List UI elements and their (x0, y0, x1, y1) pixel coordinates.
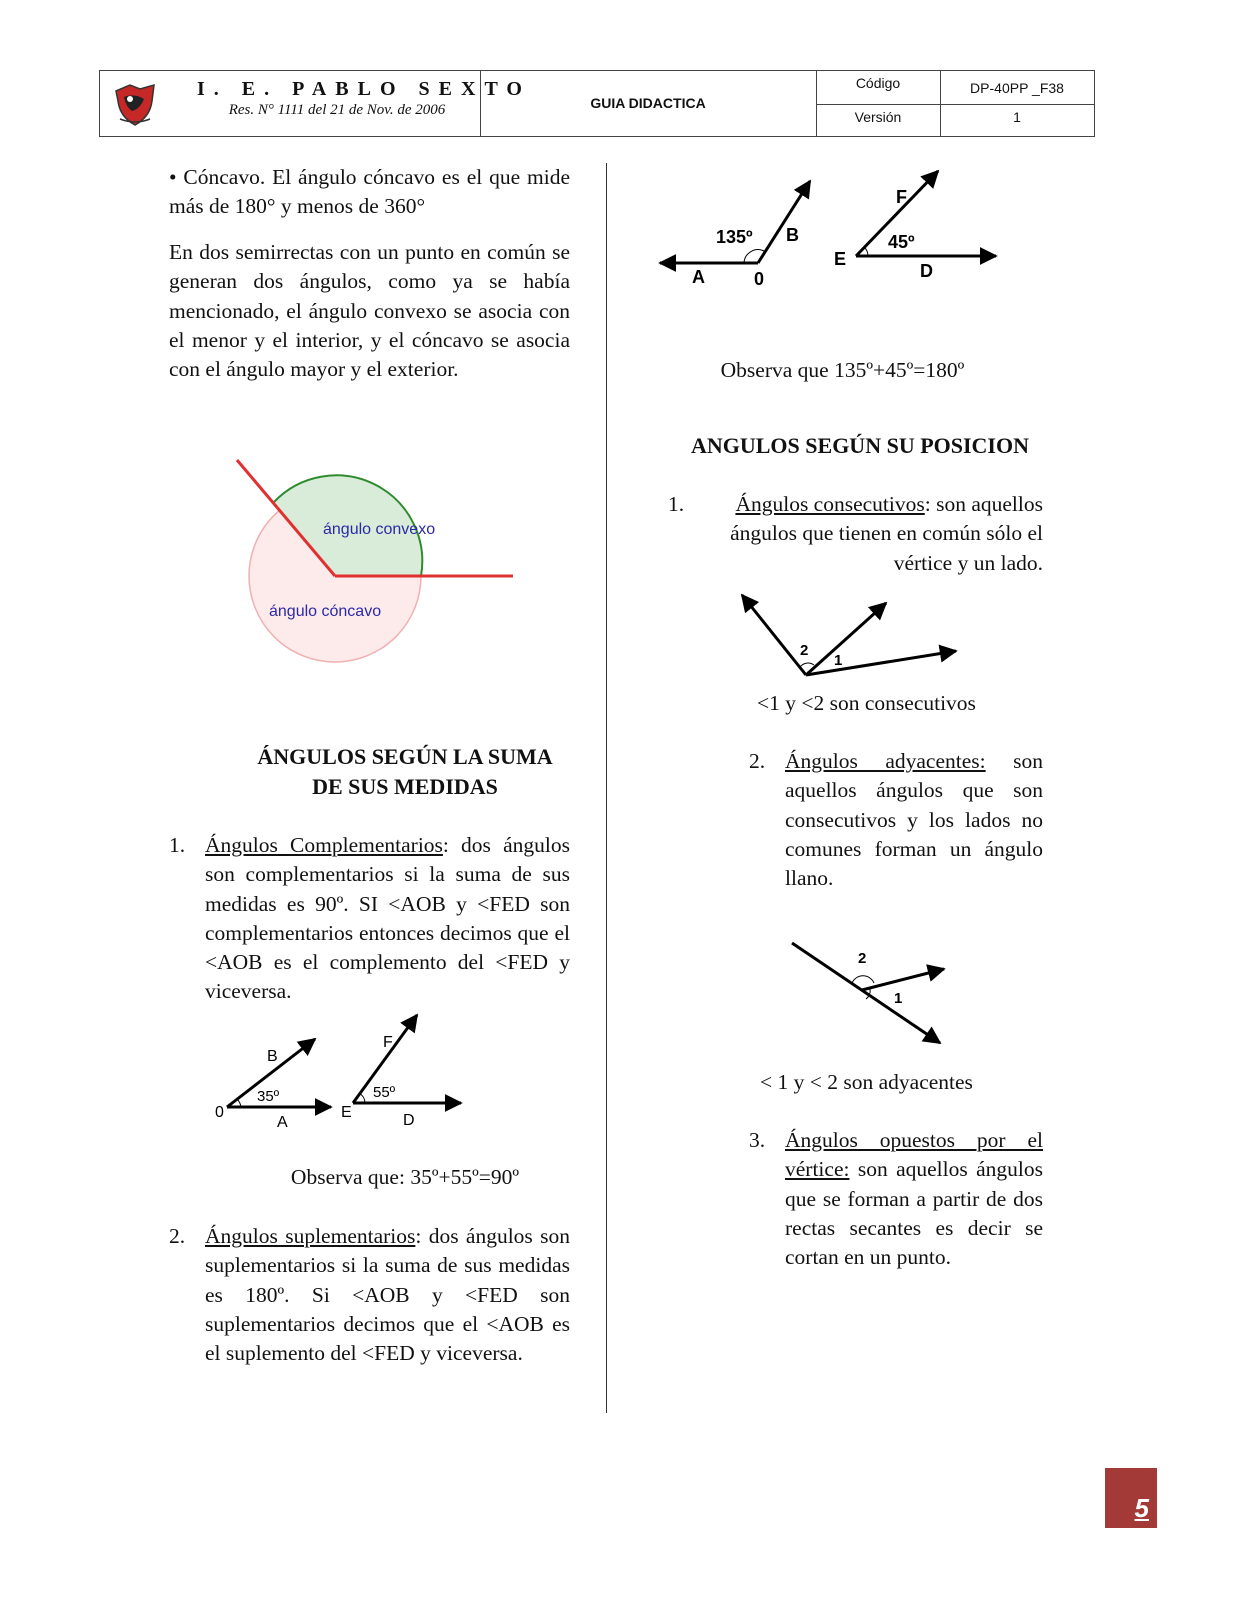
semirrectas-paragraph: En dos semirrectas con un punto en común se generan dos ángulos, como ya se había mencionado, el ángulo convexo se asocia con el menor y el interior, y el cóncavo se asocia con el ángulo mayor y el exterior. (169, 240, 570, 382)
adjacent-caption: < 1 y < 2 son adyacentes (760, 1070, 973, 1094)
suplementarios-paragraph (205, 1222, 570, 1368)
consecutivos-text: : son aquellos ángulos que tienen en común sólo el vértice y un lado. (730, 492, 1043, 575)
angle-45: 45º (888, 232, 915, 252)
version-label: Versión (854, 109, 902, 125)
label-f: F (383, 1034, 393, 1051)
label-o: 0 (754, 269, 765, 289)
item-number: 2. (749, 749, 766, 773)
complementarios-text: : dos ángulos son complementarios si la suma de sus medidas es 90º. SI <AOB y <FED son complementarios entonces decimos que el <AOB es el complemento del <FED y viceversa. (205, 833, 570, 1004)
opuestos-term: Ángulos opuestos por el vértice: (785, 1128, 1043, 1182)
concavo-label: ángulo cóncavo (269, 603, 382, 620)
angle-135: 135º (716, 227, 753, 247)
label-e: E (834, 249, 847, 269)
page-number: 5 (1134, 1493, 1149, 1523)
adyacentes-paragraph (785, 747, 1043, 893)
consecutivos-term: Ángulos consecutivos (735, 492, 925, 516)
label-f: F (896, 187, 907, 207)
complementarios-term: Ángulos Complementarios (205, 833, 443, 857)
complementary-angles-figure (205, 1005, 475, 1135)
institution-name: I. E. PABLO SEXTO (197, 78, 531, 100)
label-d: D (403, 1112, 415, 1129)
opuestos-paragraph (785, 1126, 1043, 1272)
supplementary-caption: Observa que 135º+45º=180º (720, 358, 965, 382)
label-b: B (786, 225, 799, 245)
heading-posicion: ANGULOS SEGÚN SU POSICION (690, 433, 1029, 458)
item-number: 2. (169, 1224, 186, 1248)
supplementary-angles-figure (650, 165, 1010, 295)
adyacentes-text: son aquellos ángulos que son consecutivos y los lados no comunes forman un ángulo llano. (785, 749, 1043, 891)
adjacent-angles-figure (780, 935, 960, 1055)
opuestos-text: son aquellos ángulos que se forman a partir de dos rectas secantes es decir se cortan en un punto. (785, 1157, 1043, 1270)
resolution-line: Res. N° 1111 del 21 de Nov. de 2006 (228, 102, 446, 118)
concavo-paragraph: • Cóncavo. El ángulo cóncavo es el que mide más de 180° y menos de 360° (169, 165, 570, 219)
angle-35: 35º (257, 1088, 280, 1105)
label-d: D (920, 261, 933, 281)
document-header (99, 70, 1095, 137)
item-number: 1. (169, 833, 186, 857)
label-2: 2 (800, 642, 809, 659)
label-e: E (341, 1104, 352, 1121)
angle-55: 55º (373, 1084, 396, 1101)
item-number: 3. (749, 1128, 766, 1152)
complementarios-paragraph (205, 831, 570, 1007)
codigo-label: Código (855, 75, 901, 91)
item-number: 1. (668, 492, 685, 516)
suplementarios-text: : dos ángulos son suplementarios si la suma de sus medidas es 180º. Si <AOB y <FED son suplementarios decimos que el <AOB es el suplemento del <FED y viceversa. (205, 1224, 570, 1366)
document-type: GUIA DIDACTICA (590, 95, 706, 111)
convex-concave-figure (225, 450, 525, 670)
page-number-badge (1105, 1468, 1157, 1528)
adyacentes-term: Ángulos adyacentes: (785, 749, 986, 773)
label-a: A (692, 267, 705, 287)
complementary-caption: Observa que: 35º+55º=90º (290, 1165, 520, 1189)
convexo-label: ángulo convexo (323, 521, 436, 538)
consecutive-angles-figure (730, 585, 970, 685)
version-value: 1 (1013, 109, 1021, 125)
label-o: 0 (215, 1104, 224, 1121)
heading-suma-line1: ÁNGULOS SEGÚN LA SUMA (257, 744, 553, 769)
codigo-value: DP-40PP _F38 (970, 80, 1064, 96)
consecutivos-paragraph (698, 490, 1043, 578)
label-a: A (277, 1114, 288, 1131)
label-1: 1 (834, 652, 843, 669)
suplementarios-term: Ángulos suplementarios (205, 1224, 416, 1248)
label-2: 2 (858, 950, 867, 967)
school-crest-icon (110, 79, 160, 129)
consecutive-caption: <1 y <2 son consecutivos (757, 691, 976, 715)
label-1: 1 (894, 990, 903, 1007)
label-b: B (267, 1048, 278, 1065)
heading-suma-line2: DE SUS MEDIDAS (312, 774, 498, 799)
